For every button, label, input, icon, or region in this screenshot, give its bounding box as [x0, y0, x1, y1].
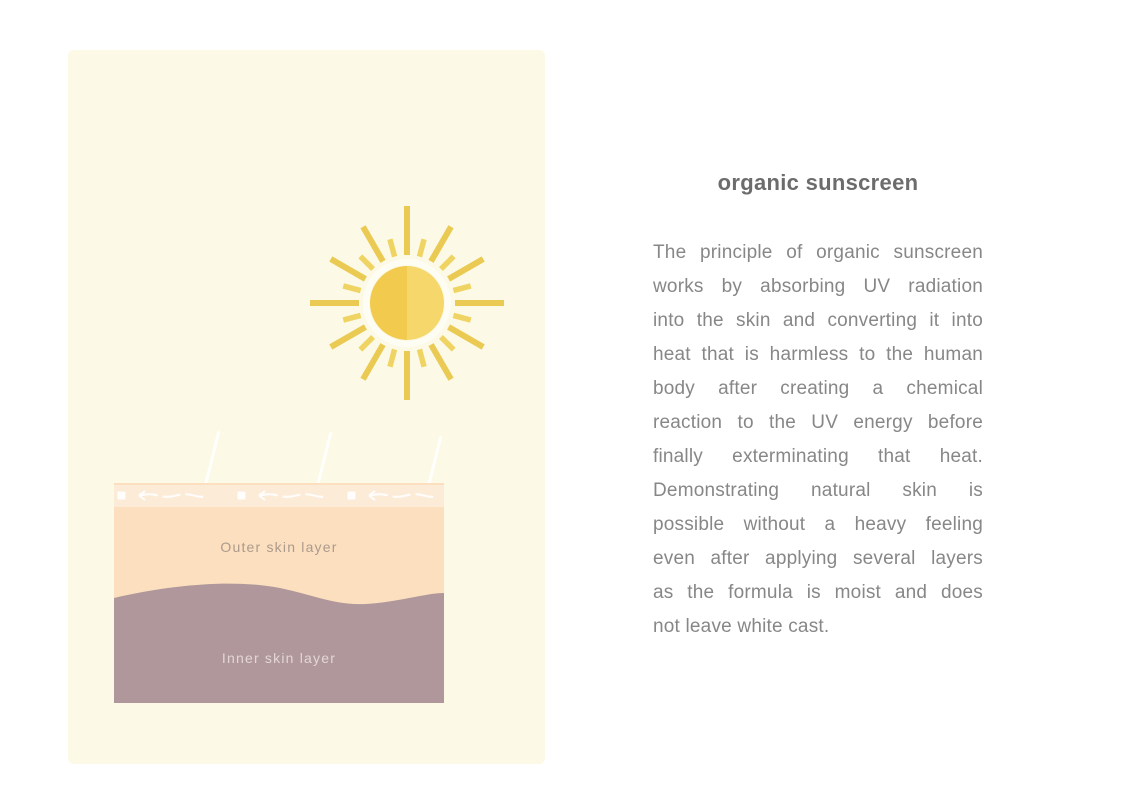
uv-reflect-arrow-icon [347, 489, 437, 502]
body-line: Demonstrating natural skin is [653, 480, 983, 501]
body-line: not leave white cast. [653, 616, 830, 637]
article-body [653, 236, 983, 644]
body-line: finally exterminating that heat. [653, 446, 983, 467]
body-line: possible without a heavy feeling [653, 514, 983, 535]
uv-reflect-arrow-icon [117, 489, 207, 502]
body-line: works by absorbing UV radiation [653, 276, 983, 297]
skin-layers-graphic [114, 483, 444, 703]
body-line: body after creating a chemical [653, 378, 983, 399]
uv-reflect-arrow-icon [237, 489, 327, 502]
body-line: even after applying several layers [653, 548, 983, 569]
outer-skin-label: Outer skin layer [220, 539, 338, 555]
skin-diagram [114, 483, 444, 703]
body-line: as the formula is moist and does [653, 582, 983, 603]
inner-skin-layer-shape [114, 584, 444, 703]
illustration-panel [68, 50, 545, 764]
body-line: into the skin and converting it into [653, 310, 983, 331]
sun-icon [302, 198, 512, 408]
body-line: reaction to the UV energy before [653, 412, 983, 433]
inner-skin-label: Inner skin layer [221, 650, 337, 666]
article [653, 170, 983, 644]
body-line: heat that is harmless to the human [653, 344, 983, 365]
sunscreen-film-strip [114, 485, 444, 507]
body-line: The principle of organic sunscreen [653, 242, 983, 263]
article-title: organic sunscreen [717, 170, 919, 195]
